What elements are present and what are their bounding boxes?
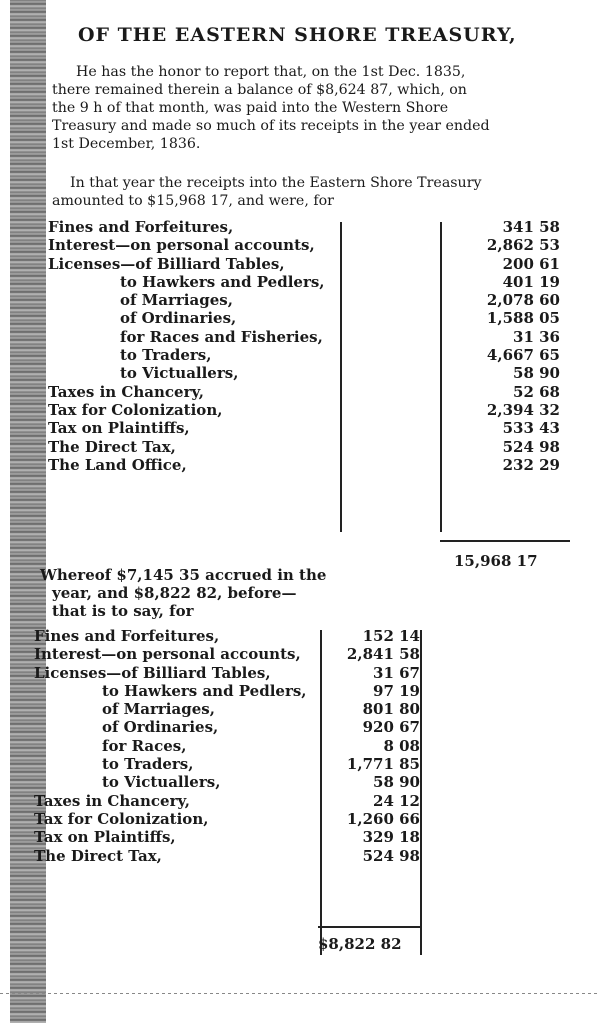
- whereof-paragraph: [40, 566, 560, 620]
- row-label: Tax on Plaintiffs,: [48, 419, 190, 438]
- table-row: [44, 682, 574, 700]
- row-label: The Direct Tax,: [48, 437, 176, 456]
- row-label: of Marriages,: [102, 700, 215, 719]
- row-label: Licenses—of Billiard Tables,: [34, 663, 271, 682]
- row-label: Taxes in Chancery,: [48, 382, 204, 401]
- row-amount: 2,841 58: [346, 645, 420, 664]
- row-amount: 200 61: [502, 254, 560, 273]
- row-amount: 1,260 66: [346, 809, 420, 828]
- report-paragraph: [52, 63, 572, 153]
- page-heading: OF THE EASTERN SHORE TREASURY,: [78, 24, 517, 46]
- table-row: [44, 438, 574, 456]
- row-amount: 31 67: [373, 663, 420, 682]
- table-row: [44, 401, 574, 419]
- before-table: [34, 627, 574, 865]
- table-row: [44, 700, 574, 718]
- table-row: [44, 737, 574, 755]
- table-row: [34, 627, 574, 645]
- row-amount: 31 36: [513, 327, 560, 346]
- row-amount: 97 19: [373, 681, 420, 700]
- receipts-table: [44, 218, 574, 474]
- paragraph-line: amounted to $15,968 17, and were, for: [52, 193, 334, 209]
- table-row: [44, 218, 574, 236]
- table-row: [44, 236, 574, 254]
- column-rule: [440, 222, 442, 532]
- paragraph-line: there remained therein a balance of $8,624 87, which, on: [52, 82, 467, 98]
- left-margin: [0, 0, 10, 1023]
- row-amount: 58 90: [513, 364, 560, 383]
- table-row: [44, 383, 574, 401]
- table-row: [44, 255, 574, 273]
- table-row: [44, 718, 574, 736]
- row-label: for Races,: [102, 736, 187, 755]
- table-row: [44, 328, 574, 346]
- row-label: Licenses—of Billiard Tables,: [48, 254, 285, 273]
- column-rule: [320, 630, 322, 955]
- row-label: Taxes in Chancery,: [34, 791, 190, 810]
- row-amount: 2,862 53: [486, 236, 560, 255]
- column-rule: [340, 222, 342, 532]
- row-amount: 329 18: [362, 828, 420, 847]
- row-amount: 920 67: [362, 718, 420, 737]
- table-row: [44, 346, 574, 364]
- row-label: to Hawkers and Pedlers,: [120, 272, 325, 291]
- paragraph-line: 1st December, 1836.: [52, 136, 201, 152]
- row-label: to Victuallers,: [102, 773, 221, 792]
- receipts-intro: [52, 174, 572, 210]
- row-amount: 2,078 60: [486, 291, 560, 310]
- row-amount: 524 98: [362, 846, 420, 865]
- paragraph-line: the 9 h of that month, was paid into the Western Shore: [52, 100, 449, 116]
- table-row: [44, 755, 574, 773]
- table-row: [34, 791, 574, 810]
- table-row: [34, 663, 574, 682]
- row-amount: 1,588 05: [486, 309, 560, 328]
- row-label: of Marriages,: [120, 291, 233, 310]
- row-label: Interest—on personal accounts,: [34, 645, 301, 664]
- table-row: [44, 364, 574, 382]
- table-row: [34, 846, 574, 865]
- paragraph-line: Treasury and made so much of its receipts in the year ended: [52, 118, 490, 134]
- row-amount: 2,394 32: [486, 400, 560, 419]
- receipts-total: 15,968 17: [454, 552, 538, 570]
- row-amount: 401 19: [502, 272, 560, 291]
- paragraph-line: year, and $8,822 82, before—: [52, 584, 297, 602]
- row-amount: 8 08: [383, 736, 420, 755]
- row-label: The Land Office,: [48, 455, 187, 474]
- table-row: [34, 828, 574, 847]
- row-label: Fines and Forfeitures,: [48, 218, 234, 236]
- table-row: [34, 809, 574, 828]
- row-amount: 524 98: [502, 437, 560, 456]
- row-amount: 24 12: [373, 791, 420, 810]
- paragraph-line: that is to say, for: [52, 602, 194, 620]
- row-amount: 341 58: [502, 218, 560, 236]
- table-row: [34, 645, 574, 664]
- row-label: for Races and Fisheries,: [120, 327, 323, 346]
- row-amount: 52 68: [513, 382, 560, 401]
- row-label: to Hawkers and Pedlers,: [102, 681, 307, 700]
- column-rule: [420, 630, 422, 955]
- paragraph-line: He has the honor to report that, on the 1st Dec. 1835,: [76, 64, 466, 80]
- table-row: [44, 291, 574, 309]
- row-label: The Direct Tax,: [34, 846, 162, 865]
- row-label: to Traders,: [120, 346, 212, 365]
- total-rule: [440, 540, 570, 542]
- paragraph-line: Whereof $7,145 35 accrued in the: [40, 566, 327, 584]
- table-row: [44, 273, 574, 291]
- binding-spine: [10, 0, 46, 1023]
- row-label: to Victuallers,: [120, 364, 239, 383]
- paragraph-line: In that year the receipts into the Eastern Shore Treasury: [70, 175, 482, 191]
- row-amount: 801 80: [362, 700, 420, 719]
- row-amount: 1,771 85: [346, 755, 420, 774]
- table-row: [44, 456, 574, 474]
- table-row: [44, 309, 574, 327]
- row-amount: 152 14: [362, 627, 420, 645]
- page-bottom-rule: [0, 993, 600, 994]
- row-label: Tax for Colonization,: [48, 400, 223, 419]
- row-label: Interest—on personal accounts,: [48, 236, 315, 255]
- row-label: Tax on Plaintiffs,: [34, 828, 176, 847]
- before-total: $8,822 82: [318, 935, 402, 953]
- row-amount: 58 90: [373, 773, 420, 792]
- row-label: to Traders,: [102, 755, 194, 774]
- row-label: Tax for Colonization,: [34, 809, 209, 828]
- row-label: Fines and Forfeitures,: [34, 627, 220, 645]
- row-label: of Ordinaries,: [102, 718, 219, 737]
- row-amount: 232 29: [502, 455, 560, 474]
- table-row: [44, 773, 574, 791]
- row-amount: 533 43: [502, 419, 560, 438]
- row-amount: 4,667 65: [486, 346, 560, 365]
- row-label: of Ordinaries,: [120, 309, 237, 328]
- table-row: [44, 419, 574, 437]
- total-rule: [318, 926, 420, 928]
